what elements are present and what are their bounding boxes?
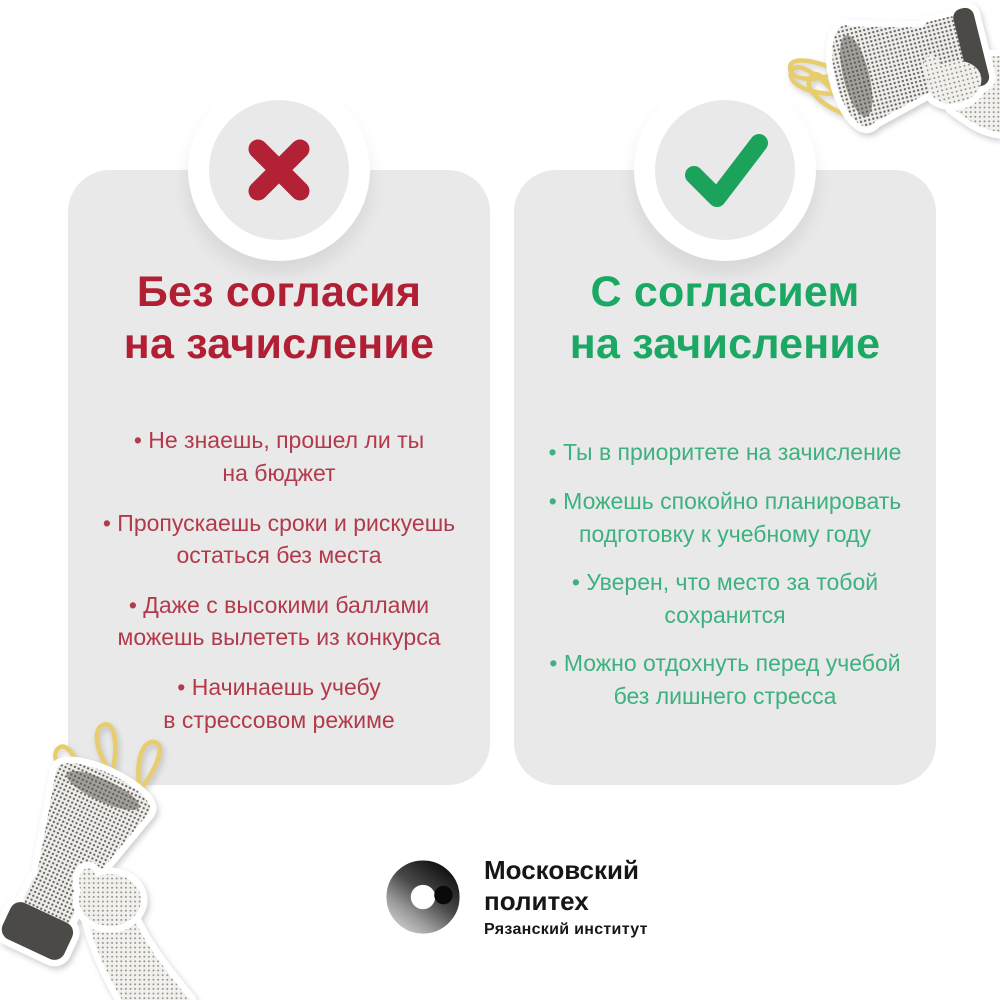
footer bbox=[384, 852, 648, 942]
bullet-item bbox=[68, 589, 490, 654]
doodle-petal bbox=[135, 741, 164, 790]
bullet-item bbox=[514, 436, 936, 469]
bullet-item bbox=[68, 507, 490, 572]
moscow-polytech-logo-icon bbox=[384, 858, 462, 936]
bullet-item bbox=[68, 424, 490, 489]
check-mark-icon bbox=[677, 122, 773, 218]
bullet-line: • Уверен, что место за тобой bbox=[571, 569, 879, 596]
bullet-line: остаться без места bbox=[176, 542, 382, 569]
title-line: на зачисление bbox=[569, 319, 881, 368]
bullet-line: • Начинаешь учебу bbox=[177, 674, 381, 701]
logo-subtitle: Рязанский институт bbox=[484, 921, 648, 939]
card-with-consent bbox=[514, 170, 936, 785]
bullet-line: • Пропускаешь сроки и рискуешь bbox=[102, 509, 456, 536]
title-line: на зачисление bbox=[123, 319, 435, 368]
x-badge-inner bbox=[209, 100, 349, 240]
title-line: С согласием bbox=[590, 268, 860, 316]
megaphone-bottom-left-icon bbox=[0, 702, 210, 1000]
bullet-line: можешь вылететь из конкурса bbox=[117, 624, 441, 651]
megaphone-top-right-icon bbox=[762, 0, 1000, 170]
x-mark-icon bbox=[235, 126, 323, 214]
logo-text-block bbox=[484, 855, 648, 939]
bullet-line: • Даже с высокими баллами bbox=[128, 591, 430, 618]
x-badge bbox=[188, 79, 370, 261]
logo-name-line2: политех bbox=[484, 885, 589, 916]
bullet-list-positive bbox=[514, 436, 936, 713]
bullet-line: в стрессовом режиме bbox=[163, 706, 395, 733]
logo-name-line1: Московский bbox=[484, 854, 639, 885]
bullet-line: сохранится bbox=[664, 601, 786, 628]
bullet-item bbox=[514, 566, 936, 631]
bullet-list-negative bbox=[68, 424, 490, 736]
bullet-line: без лишнего стресса bbox=[613, 683, 837, 710]
title-line: Без согласия bbox=[136, 268, 422, 316]
bullet-item bbox=[514, 485, 936, 550]
bullet-line: • Можешь спокойно планировать bbox=[548, 487, 902, 514]
bullet-line: • Можно отдохнуть перед учебой bbox=[549, 650, 901, 677]
bullet-item bbox=[514, 647, 936, 712]
card-title-negative bbox=[68, 267, 490, 370]
hand-shape bbox=[79, 868, 141, 926]
bullet-line: подготовку к учебному году bbox=[578, 520, 871, 547]
card-title-positive bbox=[514, 267, 936, 370]
bullet-line: • Ты в приоритете на зачисление bbox=[548, 439, 902, 466]
card-without-consent bbox=[68, 170, 490, 785]
bullet-line: на бюджет bbox=[222, 459, 336, 486]
bullet-line: • Не знаешь, прошел ли ты bbox=[133, 427, 425, 454]
